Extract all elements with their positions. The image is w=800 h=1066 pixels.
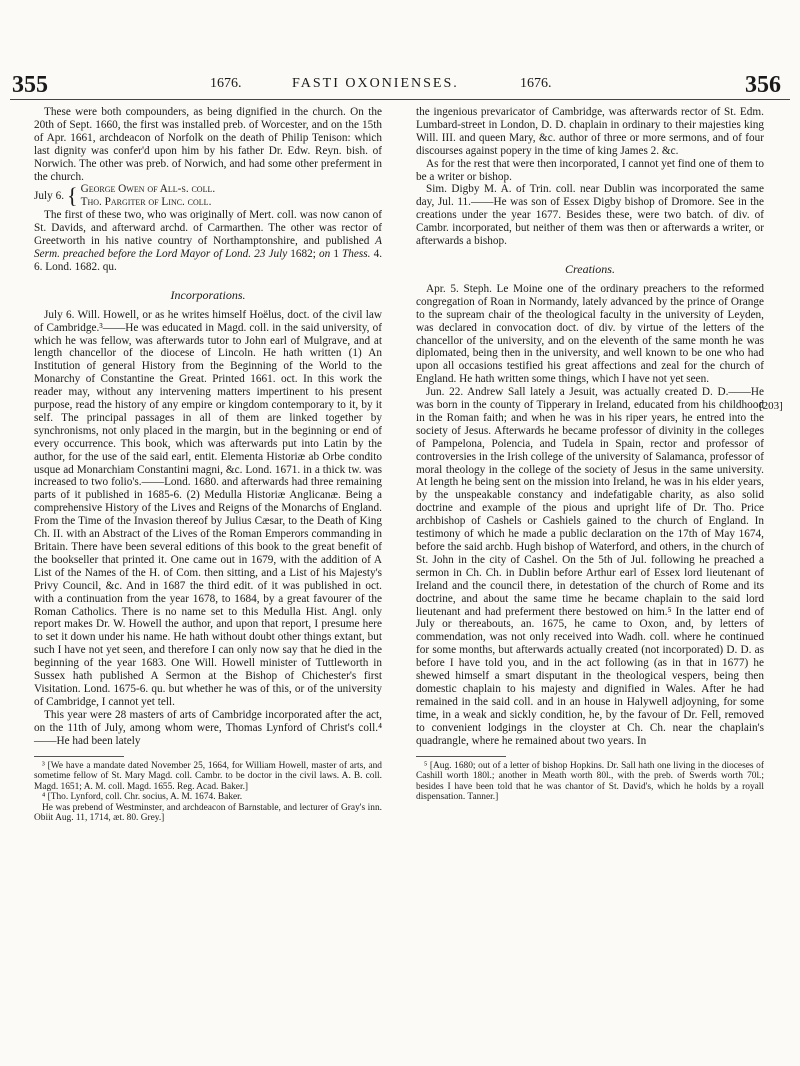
running-title: FASTI OXONIENSES.	[292, 76, 459, 91]
header-rule	[10, 99, 790, 100]
footnote-rule	[34, 756, 124, 757]
footnote: He was prebend of Westminster, and archdeacon of Barnstable, and lecturer of Gray's inn. Obiit Aug. 11, 1714, æt. 80. Grey.]	[34, 802, 382, 824]
paragraph: This year were 28 masters of arts of Cambridge incorporated after the act, on the 11th of July, among whom were, Thomas Lynford of Christ's coll.⁴——He had been lately	[34, 708, 382, 747]
left-page-number: 355	[12, 72, 48, 98]
footnotes	[34, 761, 382, 825]
paragraph: Jun. 22. Andrew Sall lately a Jesuit, was actually created D. D.——He was born in the county of Tipperary in Ireland, educated from his childhood in the Roman faith; and when he was in his riper years, he entred into the society of Jesus. Afterwards he became professor of divinity in the colleges of Pampelona, Polencia, and Tudela in Spain, rector and professor of controversies in the Irish college of the university of Salamanca, professor of moral theology in the college of the society of Jesus in the same university. At length he being sent on the mission into Ireland, he was in his elder years, by the unspeakable constancy and indefatigable charity, as also solid doctrine and example of the pious and upright life of Dr. Tho. Price archbishop of Cashels or Cashiels gained to the church of England. In testimony of which he made a public declaration on the 17th of May 1674, before the said archb. Hugh bishop of Waterford, and others, in the church of St. John in the city of Cashel. On the 5th of Jul. following he preached a sermon in Ch. Ch. in Dublin before Arthur earl of Essex lord lieutenant of Ireland and the council there, in detestation of the church of Rome and its doctrine, and about the same time he became chaplain to the said lord lieutenant and had preferment there bestowed on him.⁵ In the latter end of July or thereabouts, an. 1675, he came to Oxon, and, by letters of commendation, was not only received into Wadh. coll. where he continued for some months, but afterwards actually created (not incorporated) D. D. as before I have told you, and in the act following (as in that in 1677) he shewed himself a smart disputant in the theological vespers, being then domestic chaplain to his majesty and dignified in Wales. After he had remained in the said coll. and in an house in Halywell adjoyning, for some time, in a weak and sickly condition, he, by the favour of Dr. Fell, removed to convenient lodgings in the cloyster at Ch. Ch. near the chaplain's quadrangle, where he remained about two years. In	[416, 386, 764, 747]
footnote-rule	[416, 756, 506, 757]
right-page-number: 356	[745, 72, 781, 98]
footnotes	[416, 761, 764, 803]
paragraph: These were both compounders, as being dignified in the church. On the 20th of Sept. 1660, the first was installed preb. of Worcester, and on the 15th of Apr. 1661, archdeacon of Norfolk on the death of Philip Tenison: which last dignity was confer'd upon him by his father Dr. Edw. Reyn. bish. of Norwich. The other was preb. of Norwich, and had some other preferment in the church.	[34, 106, 382, 183]
paragraph: Apr. 5. Steph. Le Moine one of the ordinary preachers to the reformed congregation of Roan in Normandy, lately advanced by the prince of Orange to the supream chair of the theological faculty in the university of Leyden, was declared in convocation doct. of div. by virtue of the letters of the chancellor of the university, and on the eleventh of the same month he was diplomated, being then in the university, and well known to be one who had upon all occasions testified his great affections and zeal for the church of England. He hath written some things, which I have not yet seen.	[416, 282, 764, 386]
left-column	[34, 106, 382, 824]
paragraph: July 6. Will. Howell, or as he writes himself Hoëlus, doct. of the civil law of Cambridge.³——He was educated in Magd. coll. in the said university, of which he was fellow, was afterwards tutor to John earl of Mulgrave, and at length chancellor of the diocese of Lincoln. He hath written (1) An Institution of general History from the Beginning of the World to the Monarchy of Constantine the Great. Printed 1661. oct. In this work the reader may, without any intervening matters impertinent to his present purpose, read the history of any empire or kingdom contemporary to it, by it self. The principal passages in all of them are linked together by synchronisms, not only placed in the margin, but in the beginning or end of every occurrence. This book, which was afterwards put into Latin by the author, for the use of the said earl, entit. Elementa Historiæ ab Orbe condito usque ad Monarchiam Constantini magni, &c. Lond. 1671. in a thick tw. was increased to two folio's.——Lond. 1680. and afterwards had three remaining parts of it published in 1685-6. (2) Medulla Historiæ Anglicanæ. Being a comprehensive History of the Lives and Reigns of the Monarchs of England. From the Time of the Invasion thereof by Julius Cæsar, to the Death of King Ch. II. with an Abstract of the Lives of the Roman Emperors commanding in Britain. There have been several editions of this book to the great benefit of the bookseller that printed it. One came out in 1679, with the addition of A List of the Names of the H. of Com. then sitting, and a List of his Majesty's Privy Council, &c. And in 1687 the third edit. of it was published in oct. with a continuation from the year 1678, to 1684, by a great favourer of the Roman Catholics. There is no name set to this Medulla Hist. Angl. only report makes Dr. W. Howell the author, and upon that report, I presume here to set it down under his name. He hath without doubt other things extant, but such I have not yet seen, and therefore I can only now say that he died in the beginning of the year 1683. One Will. Howell minister of Tuttleworth in Sussex hath published A Sermon at the Bishop of Chichester's first Visitation. Lond. 1675-6. qu. but whether he was of this, or of the university of Cambridge, I cannot yet tell.	[34, 308, 382, 708]
entry-name: George Owen of All-s. coll.	[80, 183, 216, 196]
section-heading: Incorporations.	[170, 287, 246, 302]
footnote: ⁴ [Tho. Lynford, coll. Chr. socius, A. M. 1674. Baker.	[42, 792, 243, 803]
paragraph: the ingenious prevaricator of Cambridge, was afterwards rector of St. Edm. Lumbard-street in London, D. D. chaplain in ordinary to their majesties king Will. III. and queen Mary, &c. author of three or more sermons, and of four discourses against popery in the time of king James 2. &c.	[416, 106, 764, 157]
left-running-year: 1676.	[210, 76, 242, 91]
page-header	[0, 72, 800, 102]
footnote: ³ [We have a mandate dated November 25, 1664, for William Howell, master of arts, and sometime fellow of St. Mary Magd. coll. Cambr. to be doctor in the civil laws. A. B. coll. Magd. 1651; A. M. coll. Magd. 1655. Reg. Acad. Baker.]	[34, 760, 382, 792]
margin-page-reference: [203]	[759, 400, 783, 412]
paragraph: As for the rest that were then incorporated, I cannot yet find one of them to be a writer or bishop.	[416, 157, 765, 183]
paragraph: Sim. Digby M. A. of Trin. coll. near Dublin was incorporated the same day, Jul. 11.——He was son of Essex Digby bishop of Dromore. See in the creations under the year 1677. Besides these, were two batch. of div. of Cambr. incorporated, but neither of them was then or afterwards a writer, or afterwards a bishop.	[416, 183, 764, 248]
right-column	[416, 106, 764, 803]
entry-date: July 6.	[34, 189, 65, 202]
brace: {	[67, 183, 78, 209]
admission-entry	[34, 183, 215, 209]
right-running-year: 1676.	[520, 76, 552, 91]
entry-name: Tho. Pargiter of Linc. coll.	[80, 196, 212, 209]
paragraph: The first of these two, who was originally of Mert. coll. was now canon of St. Davids, and afterward archd. of Carmarthen. The other was rector of Greetworth in his native country of Northamptonshire, and published A Serm. preached before the Lord Mayor of Lond. 23 July 1682; on 1 Thess. 4. 6. Lond. 1682. qu.	[34, 209, 383, 273]
footnote: ⁵ [Aug. 1680; out of a letter of bishop Hopkins. Dr. Sall hath one living in the dioceses of Cashill worth 180l.; another in Meath worth 80l., with the preb. of Swerds worth 70l.; besides I have been told that he was chantor of St. David's, which he holds by a royall dispensation. Tanner.]	[416, 760, 764, 803]
section-heading: Creations.	[565, 261, 615, 276]
